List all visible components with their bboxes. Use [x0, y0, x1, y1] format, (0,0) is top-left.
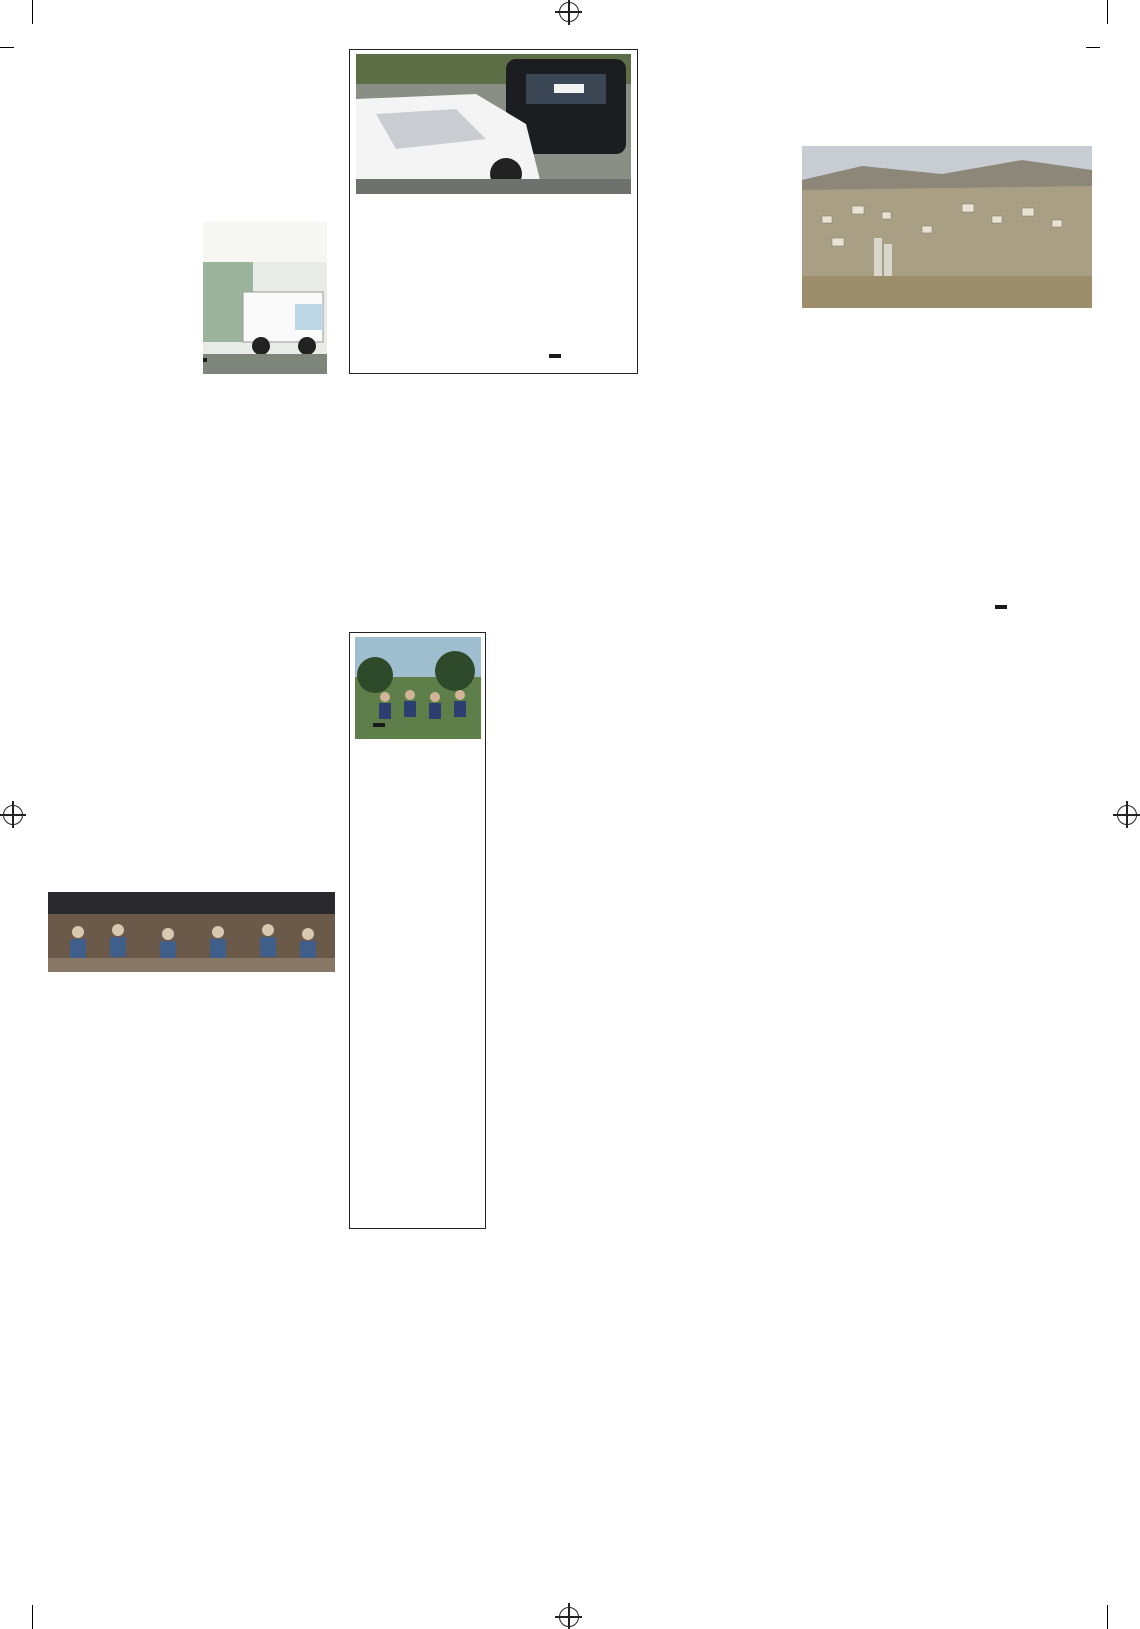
story2-body: [356, 226, 632, 366]
registration-mark-left: [3, 805, 23, 825]
story5-body: [356, 808, 480, 1224]
crop-mark: [1086, 47, 1100, 48]
story1-credit: [203, 358, 207, 362]
crop-mark: [1107, 0, 1108, 24]
registration-mark-right: [1117, 805, 1137, 825]
cinema-kids-photo: [48, 892, 335, 972]
morgue-van-photo: [203, 222, 327, 374]
registration-mark-top: [559, 2, 579, 22]
story2-credit: [549, 354, 561, 358]
story3-credit: [995, 605, 1007, 609]
crop-mark: [0, 47, 14, 48]
crop-mark: [32, 1605, 33, 1629]
masthead: [55, 395, 790, 545]
registration-mark-bottom: [559, 1607, 579, 1627]
story3-col-top: [652, 143, 787, 365]
crop-mark: [1107, 1605, 1108, 1629]
story3-col-a: [806, 313, 944, 617]
story5-photo-credit: [373, 723, 385, 727]
story1-body-top: [48, 124, 330, 224]
story3-col-b: [955, 313, 1092, 603]
car-crash-photo: [356, 54, 631, 194]
village-landscape-photo: [802, 146, 1092, 308]
kids-reading-photo: [355, 637, 481, 739]
story4-body: [48, 695, 333, 887]
story1-body-left: [48, 222, 198, 372]
crop-mark: [32, 0, 33, 24]
